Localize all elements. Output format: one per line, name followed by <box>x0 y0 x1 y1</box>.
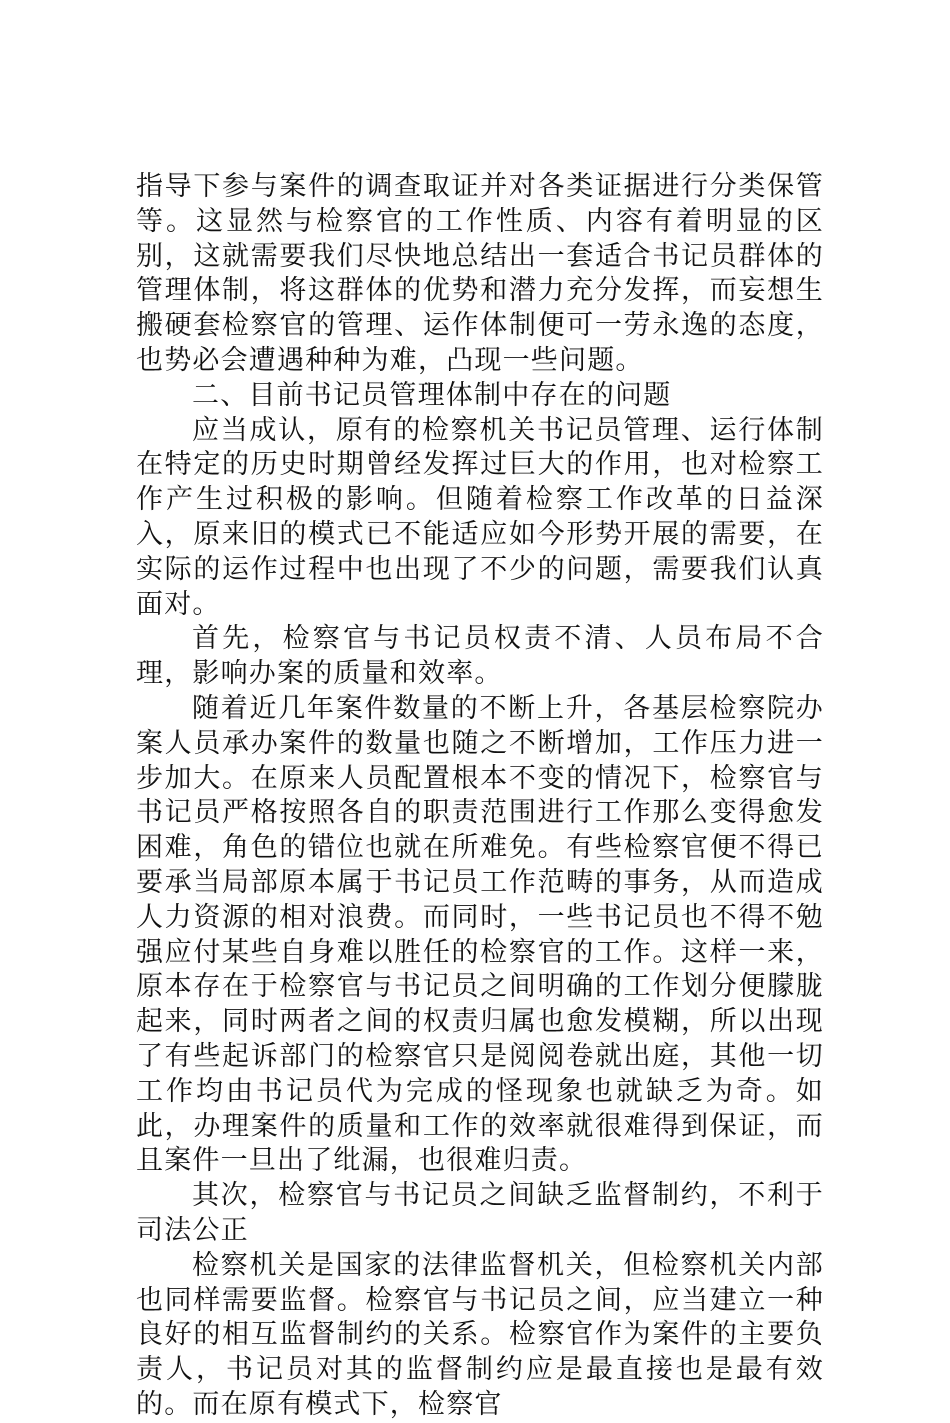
paragraph: 应当成认，原有的检察机关书记员管理、运行体制在特定的历史时期曾经发挥过巨大的作用，也对检察工作产生过积极的影响。但随着检察工作改革的日益深入，原来旧的模式已不能适应如今形势开展的需要，在实际的运作过程中也出现了不少的问题，需要我们认真面对。 <box>136 414 824 620</box>
document-body <box>136 170 824 1423</box>
subheading-second: 其次，检察官与书记员之间缺乏监督制约，不利于司法公正 <box>136 1180 824 1246</box>
section-heading: 二、目前书记员管理体制中存在的问题 <box>192 379 672 411</box>
paragraph-continuation: 指导下参与案件的调查取证并对各类证据进行分类保管等。这显然与检察官的工作性质、内容有着明显的区别，这就需要我们尽快地总结出一套适合书记员群体的管理体制，将这群体的优势和潜力充分发挥，而妄想生搬硬套检察官的管理、运作体制便可一劳永逸的态度，也势必会遭遇种种为难，凸现一些问题。 <box>136 171 824 376</box>
paragraph: 随着近几年案件数量的不断上升，各基层检察院办案人员承办案件的数量也随之不断增加，工作压力进一步加大。在原来人员配置根本不变的情况下，检察官与书记员严格按照各自的职责范围进行工作那么变得愈发困难，角色的错位也就在所难免。有些检察官便不得已要承当局部原本属于书记员工作范畴的事务，从而造成人力资源的相对浪费。而同时，一些书记员也不得不勉强应付某些自身难以胜任的检察官的工作。这样一来，原本存在于检察官与书记员之间明确的工作划分便朦胧起来，同时两者之间的权责归属也愈发模糊，所以出现了有些起诉部门的检察官只是阅阅卷就出庭，其他一切工作均由书记员代为完成的怪现象也就缺乏为奇。如此，办理案件的质量和工作的效率就很难得到保证，而且案件一旦出了纰漏，也很难归责。 <box>136 692 824 1177</box>
paragraph: 检察机关是国家的法律监督机关，但检察机关内部也同样需要监督。检察官与书记员之间，应当建立一种良好的相互监督制约的关系。检察官作为案件的主要负责人，书记员对其的监督制约应是最直接也是最有效的。而在原有模式下，检察官 <box>136 1249 824 1420</box>
subheading-first: 首先，检察官与书记员权责不清、人员布局不合理，影响办案的质量和效率。 <box>136 623 824 690</box>
